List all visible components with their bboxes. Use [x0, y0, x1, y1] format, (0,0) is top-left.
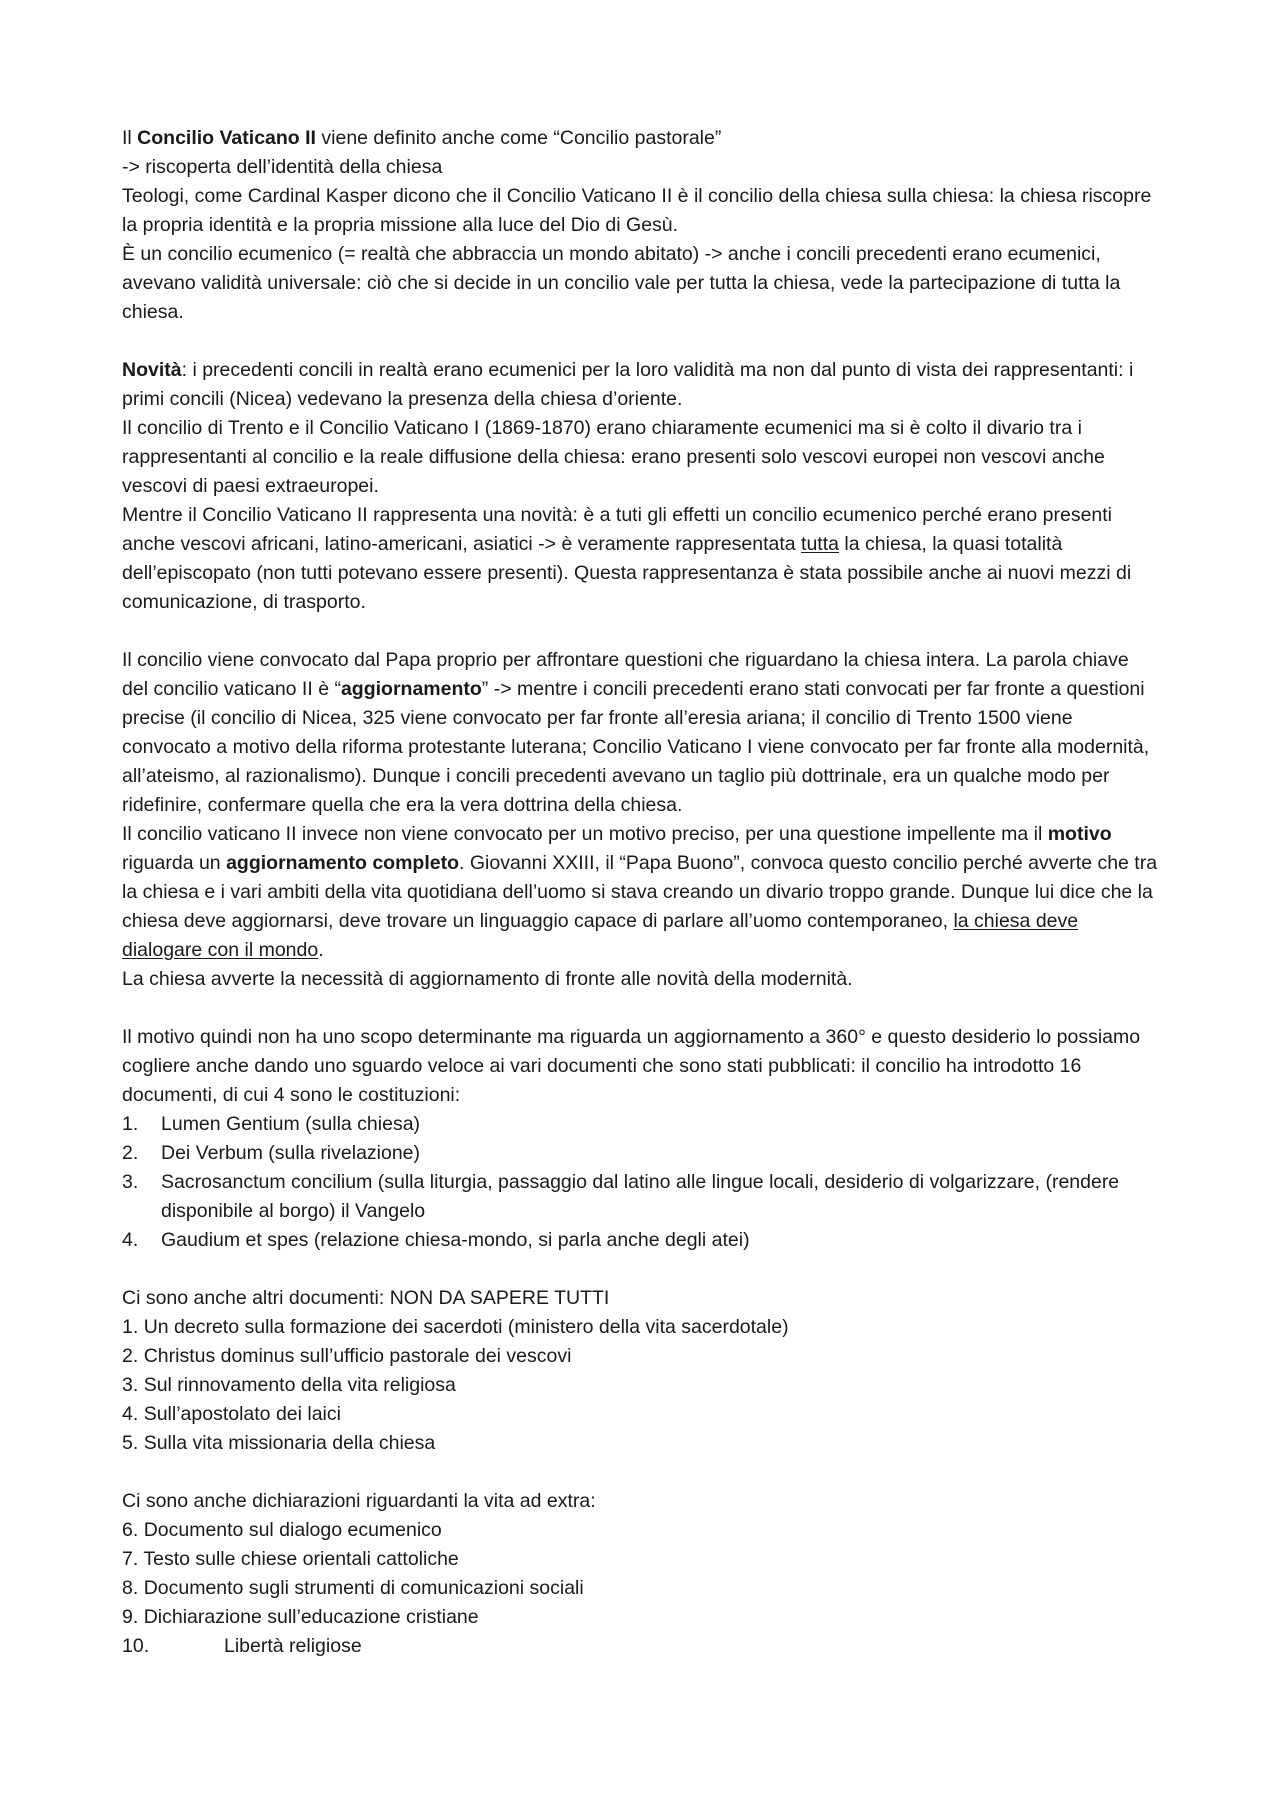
- list-item: [122, 1313, 1160, 1342]
- list-number: 5.: [122, 1432, 139, 1454]
- bold-term: motivo: [1047, 823, 1112, 845]
- altri-documenti-list: [122, 1313, 1160, 1458]
- text-run: . Giovanni XXIII, il “Papa Buono”, convoca questo concilio perché avverte che tra la chiesa e i vari ambiti della vita quotidiana dell’uomo si stava creando un divario troppo grande. Dunque lui dice che la chiesa deve aggiornarsi, deve trovare un linguaggio capace di parlare all’uomo contemporaneo,: [122, 852, 1158, 932]
- text-run: : i precedenti concili in realtà erano ecumenici per la loro validità ma non dal punto di vista dei rappresentanti: i primi concili (Nicea) vedevano la presenza della chiesa d’oriente.: [122, 359, 1134, 410]
- bold-term: aggiornamento completo: [226, 852, 460, 874]
- paragraph: È un concilio ecumenico (= realtà che abbraccia un mondo abitato) -> anche i concili precedenti erano ecumenici, avevano validità universale: ciò che si decide in un concilio vale per tutta la chiesa, vede la partecipazione di tutta la chiesa.: [122, 243, 1121, 323]
- list-item: [122, 1371, 1160, 1400]
- costituzioni-list: [122, 1110, 1160, 1255]
- paragraph: La chiesa avverte la necessità di aggiornamento di fronte alle novità della modernità.: [122, 968, 853, 990]
- list-item-text: Dei Verbum (sulla rivelazione): [161, 1142, 421, 1164]
- list-item-text: Sulla vita missionaria della chiesa: [143, 1432, 436, 1454]
- list-item-text: Documento sul dialogo ecumenico: [143, 1519, 442, 1541]
- paragraph: Ci sono anche dichiarazioni riguardanti la vita ad extra:: [122, 1490, 596, 1512]
- list-number: 2.: [122, 1345, 139, 1367]
- text-run: Il concilio viene convocato dal Papa proprio per affrontare questioni che riguardano la chiesa intera. La parola chiave del concilio vaticano II è “: [122, 649, 1129, 700]
- blank-line: [122, 1458, 1160, 1487]
- list-item: [122, 1168, 1160, 1226]
- blank-line: [122, 327, 1160, 356]
- list-number: 7.: [122, 1548, 139, 1570]
- bold-term: Novità: [122, 359, 182, 381]
- list-item: [122, 1516, 1160, 1545]
- list-item-text: Un decreto sulla formazione dei sacerdoti (ministero della vita sacerdotale): [143, 1316, 789, 1338]
- list-number: 1.: [122, 1316, 139, 1338]
- paragraph: Teologi, come Cardinal Kasper dicono che il Concilio Vaticano II è il concilio della chiesa sulla chiesa: la chiesa riscopre la propria identità e la propria missione alla luce del Dio di Gesù.: [122, 185, 1152, 236]
- list-item: [122, 1603, 1160, 1632]
- bold-term: aggiornamento: [340, 678, 482, 700]
- list-item: [122, 1545, 1160, 1574]
- list-number: 9.: [122, 1606, 139, 1628]
- text-run: .: [318, 939, 324, 961]
- paragraph: Il concilio di Trento e il Concilio Vaticano I (1869-1870) erano chiaramente ecumenici ma si è colto il divario tra i rappresentanti al concilio e la reale diffusione della chiesa: erano presenti solo vescovi europei non vescovi anche vescovi di paesi extraeuropei.: [122, 417, 1105, 497]
- list-item-text: Documento sugli strumenti di comunicazioni sociali: [143, 1577, 584, 1599]
- list-number: 4.: [122, 1403, 139, 1425]
- list-number: 2.: [122, 1142, 139, 1164]
- list-item-text: Sacrosanctum concilium (sulla liturgia, passaggio dal latino alle lingue locali, desiderio di volgarizzare, (rendere disponibile al borgo) il Vangelo: [161, 1171, 1120, 1222]
- underlined-term: la chiesa deve dialogare con il mondo: [122, 910, 1079, 961]
- list-item: [122, 1110, 1160, 1139]
- text-run: Mentre il Concilio Vaticano II rappresenta una novità: è a tuti gli effetti un concilio ecumenico perché erano presenti anche vescovi africani, latino-americani, asiatici -> è veramente rappresentata: [122, 504, 1113, 555]
- paragraph: Ci sono anche altri documenti: NON DA SAPERE TUTTI: [122, 1287, 610, 1309]
- paragraph: [122, 646, 1160, 820]
- list-item: [122, 1429, 1160, 1458]
- list-item: [122, 1139, 1160, 1168]
- list-number: 4.: [122, 1229, 139, 1251]
- paragraph: [122, 501, 1160, 617]
- list-item: [122, 1574, 1160, 1603]
- list-item-text: Sul rinnovamento della vita religiosa: [143, 1374, 456, 1396]
- list-item: [122, 1632, 1160, 1661]
- intro-line: [122, 124, 1160, 153]
- list-number: 8.: [122, 1577, 139, 1599]
- text-run: viene definito anche come “Concilio pastorale”: [315, 127, 722, 149]
- list-item-text: Testo sulle chiese orientali cattoliche: [143, 1548, 459, 1570]
- dichiarazioni-list: [122, 1516, 1160, 1632]
- list-item-text: Lumen Gentium (sulla chiesa): [161, 1113, 421, 1135]
- bold-term: Concilio Vaticano II: [137, 127, 316, 149]
- list-number: 1.: [122, 1113, 139, 1135]
- text-run: Il: [122, 127, 138, 149]
- list-item: [122, 1342, 1160, 1371]
- text-run: riguarda un: [122, 852, 227, 874]
- list-item: [122, 1226, 1160, 1255]
- text-run: ” -> mentre i concili precedenti erano stati convocati per far fronte a questioni precise (il concilio di Nicea, 325 viene convocato per far fronte all’eresia ariana; il concilio di Trento 1500 viene convocato a motivo della riforma protestante luterana; Concilio Vaticano I viene convocato per far fronte alla modernità, all’ateismo, al razionalismo). Dunque i concili precedenti avevano un taglio più dottrinale, era un qualche modo per ridefinire, confermare quella che era la vera dottrina della chiesa.: [122, 678, 1150, 816]
- text-run: la chiesa, la quasi totalità dell’episcopato (non tutti potevano essere presenti). Questa rappresentanza è stata possibile anche ai nuovi mezzi di comunicazione, di trasporto.: [122, 533, 1132, 613]
- list-item-text: Gaudium et spes (relazione chiesa-mondo, si parla anche degli atei): [161, 1229, 750, 1251]
- list-number: 10.: [122, 1635, 150, 1657]
- list-item: [122, 1400, 1160, 1429]
- list-item-text: Dichiarazione sull’educazione cristiane: [143, 1606, 479, 1628]
- blank-line: [122, 1255, 1160, 1284]
- blank-line: [122, 617, 1160, 646]
- text-run: Il concilio vaticano II invece non viene convocato per un motivo preciso, per una questione impellente ma il: [122, 823, 1048, 845]
- underlined-term: tutta: [801, 533, 839, 555]
- paragraph: Il motivo quindi non ha uno scopo determinante ma riguarda un aggiornamento a 360° e questo desiderio lo possiamo cogliere anche dando uno sguardo veloce ai vari documenti che sono stati pubblicati: il concilio ha introdotto 16 documenti, di cui 4 sono le costituzioni:: [122, 1026, 1141, 1106]
- blank-line: [122, 994, 1160, 1023]
- list-item-text: Christus dominus sull’ufficio pastorale dei vescovi: [143, 1345, 572, 1367]
- paragraph: -> riscoperta dell’identità della chiesa: [122, 156, 443, 178]
- list-item-text: Libertà religiose: [224, 1635, 362, 1657]
- list-number: 6.: [122, 1519, 139, 1541]
- list-number: 3.: [122, 1171, 139, 1193]
- dichiarazioni-list-last: [122, 1632, 1160, 1661]
- list-number: 3.: [122, 1374, 139, 1396]
- paragraph: [122, 356, 1160, 414]
- list-item-text: Sull’apostolato dei laici: [143, 1403, 341, 1425]
- paragraph: [122, 820, 1160, 965]
